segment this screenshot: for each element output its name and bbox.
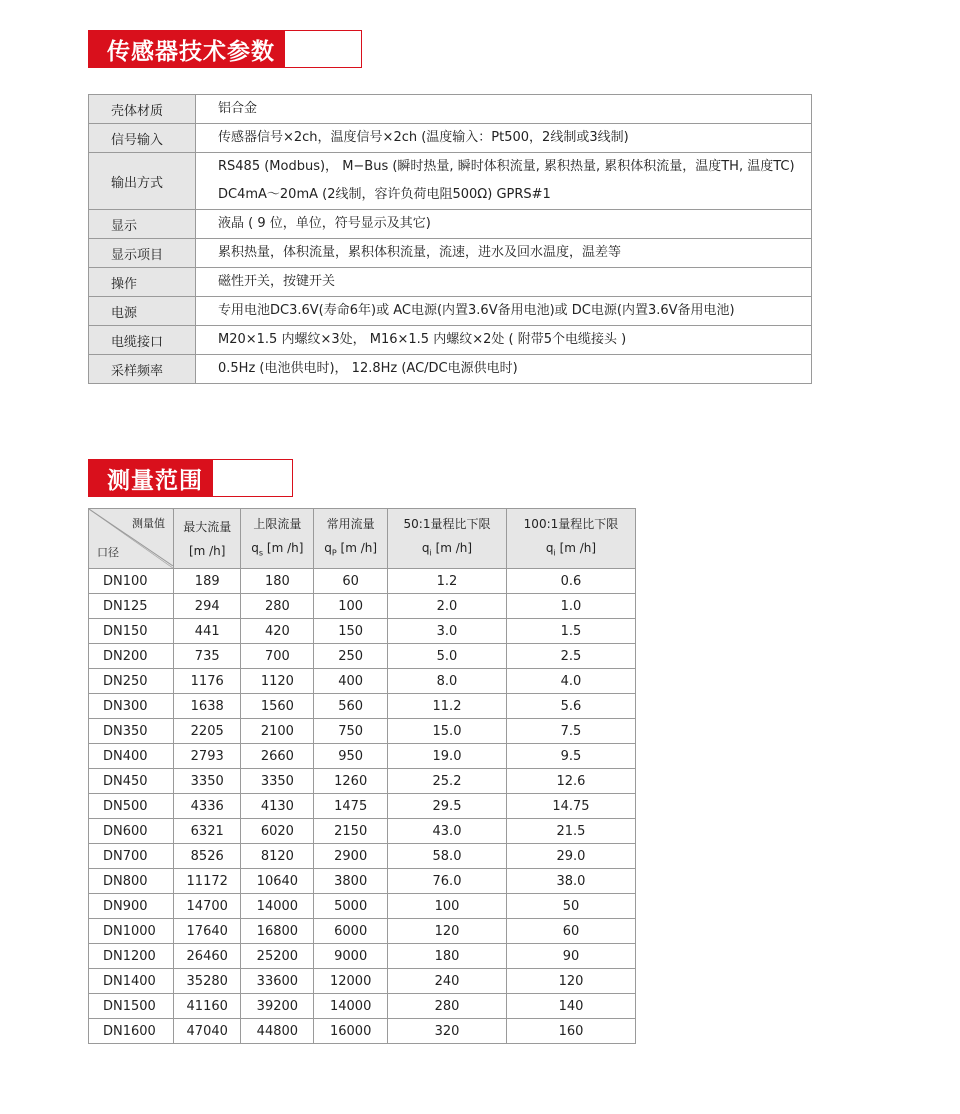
spec-row xyxy=(89,326,812,355)
cell-value: 29.5 xyxy=(388,794,507,819)
cell-diameter: DN150 xyxy=(89,619,174,644)
cell-value: 8.0 xyxy=(388,669,507,694)
unit-subscript: P xyxy=(331,548,337,558)
unit-subscript: i xyxy=(429,548,432,558)
table-row xyxy=(89,969,636,994)
table-row xyxy=(89,944,636,969)
cell-diameter: DN600 xyxy=(89,819,174,844)
table-row xyxy=(89,744,636,769)
spec-label: 电缆接口 xyxy=(89,326,196,355)
section-title-measuring-range xyxy=(88,459,293,497)
sensor-specs-table xyxy=(88,94,812,384)
unit-subscript: s xyxy=(258,548,264,558)
cell-value: 1176 xyxy=(174,669,241,694)
cell-value: 9.5 xyxy=(506,744,635,769)
cell-diameter: DN125 xyxy=(89,594,174,619)
cell-value: 8526 xyxy=(174,844,241,869)
unit-symbol: q xyxy=(545,540,554,555)
table-row xyxy=(89,569,636,594)
cell-value: 280 xyxy=(388,994,507,1019)
column-header xyxy=(506,509,635,569)
table-row xyxy=(89,644,636,669)
cell-value: 3350 xyxy=(174,769,241,794)
spec-row xyxy=(89,153,812,210)
cell-value: 17640 xyxy=(174,919,241,944)
table-row xyxy=(89,994,636,1019)
corner-top-label: 测量值 xyxy=(132,517,165,530)
cell-value: 33600 xyxy=(241,969,314,994)
cell-value: 2.5 xyxy=(506,644,635,669)
cell-value: 4336 xyxy=(174,794,241,819)
cell-value: 14000 xyxy=(241,894,314,919)
cell-value: 5000 xyxy=(314,894,388,919)
cell-value: 14.75 xyxy=(506,794,635,819)
cell-value: 700 xyxy=(241,644,314,669)
table-row xyxy=(89,894,636,919)
cell-value: 7.5 xyxy=(506,719,635,744)
cell-value: 11172 xyxy=(174,869,241,894)
column-name: 100:1量程比下限 xyxy=(523,516,619,531)
spec-label: 电源 xyxy=(89,297,196,326)
column-header xyxy=(314,509,388,569)
section-title-text: 传感器技术参数 xyxy=(89,31,285,67)
section-title-text: 测量范围 xyxy=(89,460,213,496)
table-row xyxy=(89,919,636,944)
column-header xyxy=(241,509,314,569)
cell-value: 150 xyxy=(314,619,388,644)
cell-value: 6020 xyxy=(241,819,314,844)
cell-value: 1638 xyxy=(174,694,241,719)
unit-subscript: i xyxy=(553,548,556,558)
spec-row xyxy=(89,268,812,297)
corner-bottom-label: 口径 xyxy=(97,546,119,559)
cell-diameter: DN1600 xyxy=(89,1019,174,1044)
spec-value-line: RS485 (Modbus)， M−Bus (瞬时热量, 瞬时体积流量, 累积热量, 累积体积流量，温度TH, 温度TC) xyxy=(218,159,795,174)
cell-value: 2150 xyxy=(314,819,388,844)
spec-value xyxy=(196,355,812,384)
table-row xyxy=(89,794,636,819)
table-row xyxy=(89,1019,636,1044)
column-name: 上限流量 xyxy=(253,516,302,531)
spec-label: 信号输入 xyxy=(89,124,196,153)
cell-value: 50 xyxy=(506,894,635,919)
unit-text: [m /h] xyxy=(266,540,304,555)
cell-diameter: DN350 xyxy=(89,719,174,744)
spec-row xyxy=(89,95,812,124)
spec-row xyxy=(89,239,812,268)
cell-value: 43.0 xyxy=(388,819,507,844)
title-decoration xyxy=(285,31,351,67)
unit-text: [m /h] xyxy=(340,540,378,555)
column-name: 50:1量程比下限 xyxy=(403,516,491,531)
cell-value: 19.0 xyxy=(388,744,507,769)
cell-value: 4130 xyxy=(241,794,314,819)
cell-value: 420 xyxy=(241,619,314,644)
cell-value: 1.2 xyxy=(388,569,507,594)
cell-value: 735 xyxy=(174,644,241,669)
corner-header xyxy=(89,509,174,569)
cell-value: 2.0 xyxy=(388,594,507,619)
table-row xyxy=(89,619,636,644)
cell-value: 8120 xyxy=(241,844,314,869)
unit-symbol: q xyxy=(421,540,430,555)
cell-value: 38.0 xyxy=(506,869,635,894)
column-header xyxy=(174,509,241,569)
cell-value: 58.0 xyxy=(388,844,507,869)
cell-value: 240 xyxy=(388,969,507,994)
cell-value: 44800 xyxy=(241,1019,314,1044)
spec-value-line: 0.5Hz (电池供电时)， 12.8Hz (AC/DC电源供电时) xyxy=(218,361,518,376)
cell-value: 9000 xyxy=(314,944,388,969)
cell-diameter: DN300 xyxy=(89,694,174,719)
spec-label: 操作 xyxy=(89,268,196,297)
cell-value: 76.0 xyxy=(388,869,507,894)
cell-value: 1.5 xyxy=(506,619,635,644)
cell-value: 90 xyxy=(506,944,635,969)
table-row xyxy=(89,669,636,694)
spec-label: 显示项目 xyxy=(89,239,196,268)
cell-value: 35280 xyxy=(174,969,241,994)
table-row xyxy=(89,719,636,744)
spec-value-line: 累积热量，体积流量，累积体积流量，流速，进水及回水温度，温差等 xyxy=(218,245,622,260)
cell-value: 60 xyxy=(314,569,388,594)
cell-value: 41160 xyxy=(174,994,241,1019)
spec-row xyxy=(89,124,812,153)
cell-value: 14700 xyxy=(174,894,241,919)
cell-value: 21.5 xyxy=(506,819,635,844)
table-row xyxy=(89,694,636,719)
section-title-sensor-specs xyxy=(88,30,362,68)
cell-value: 2100 xyxy=(241,719,314,744)
cell-value: 39200 xyxy=(241,994,314,1019)
spec-value-line: 液晶 ( 9 位，单位，符号显示及其它) xyxy=(218,216,431,231)
cell-value: 12000 xyxy=(314,969,388,994)
cell-value: 16800 xyxy=(241,919,314,944)
spec-value-line: M20×1.5 内螺纹×3处， M16×1.5 内螺纹×2处 ( 附带5个电缆接头 ) xyxy=(218,332,627,347)
cell-value: 3800 xyxy=(314,869,388,894)
cell-value: 160 xyxy=(506,1019,635,1044)
spec-label: 采样频率 xyxy=(89,355,196,384)
cell-value: 560 xyxy=(314,694,388,719)
column-unit xyxy=(242,536,312,565)
cell-value: 25200 xyxy=(241,944,314,969)
cell-value: 10640 xyxy=(241,869,314,894)
cell-value: 950 xyxy=(314,744,388,769)
table-row xyxy=(89,819,636,844)
unit-text: [m /h] xyxy=(188,543,226,558)
cell-diameter: DN450 xyxy=(89,769,174,794)
cell-value: 120 xyxy=(388,919,507,944)
cell-value: 0.6 xyxy=(506,569,635,594)
cell-value: 180 xyxy=(388,944,507,969)
cell-diameter: DN900 xyxy=(89,894,174,919)
cell-diameter: DN1400 xyxy=(89,969,174,994)
cell-value: 294 xyxy=(174,594,241,619)
column-unit xyxy=(389,536,505,565)
table-row xyxy=(89,869,636,894)
cell-value: 1260 xyxy=(314,769,388,794)
unit-text: [m /h] xyxy=(559,540,597,555)
cell-value: 441 xyxy=(174,619,241,644)
cell-diameter: DN500 xyxy=(89,794,174,819)
table-row xyxy=(89,594,636,619)
cell-value: 3350 xyxy=(241,769,314,794)
cell-value: 280 xyxy=(241,594,314,619)
cell-diameter: DN100 xyxy=(89,569,174,594)
cell-value: 5.0 xyxy=(388,644,507,669)
cell-value: 14000 xyxy=(314,994,388,1019)
cell-value: 100 xyxy=(314,594,388,619)
column-name: 常用流量 xyxy=(326,516,375,531)
header-row xyxy=(89,509,636,569)
spec-label: 壳体材质 xyxy=(89,95,196,124)
unit-symbol: q xyxy=(251,540,259,555)
spec-value-line: 传感器信号×2ch，温度信号×2ch (温度输入：Pt500，2线制或3线制) xyxy=(218,130,629,145)
cell-value: 750 xyxy=(314,719,388,744)
spec-value xyxy=(196,153,812,210)
cell-value: 11.2 xyxy=(388,694,507,719)
cell-value: 1560 xyxy=(241,694,314,719)
cell-value: 26460 xyxy=(174,944,241,969)
cell-value: 3.0 xyxy=(388,619,507,644)
cell-value: 1.0 xyxy=(506,594,635,619)
cell-value: 320 xyxy=(388,1019,507,1044)
cell-value: 2900 xyxy=(314,844,388,869)
cell-value: 100 xyxy=(388,894,507,919)
spec-value xyxy=(196,239,812,268)
unit-symbol: q xyxy=(324,540,332,555)
cell-value: 2205 xyxy=(174,719,241,744)
cell-value: 250 xyxy=(314,644,388,669)
cell-diameter: DN800 xyxy=(89,869,174,894)
cell-value: 180 xyxy=(241,569,314,594)
cell-value: 29.0 xyxy=(506,844,635,869)
cell-diameter: DN700 xyxy=(89,844,174,869)
cell-value: 12.6 xyxy=(506,769,635,794)
column-name: 最大流量 xyxy=(183,519,232,534)
cell-diameter: DN1000 xyxy=(89,919,174,944)
column-unit xyxy=(175,539,239,563)
cell-value: 1120 xyxy=(241,669,314,694)
measuring-range-table xyxy=(88,508,636,1044)
cell-value: 189 xyxy=(174,569,241,594)
cell-value: 16000 xyxy=(314,1019,388,1044)
cell-diameter: DN250 xyxy=(89,669,174,694)
spec-value xyxy=(196,210,812,239)
spec-value-line: 专用电池DC3.6V(寿命6年)或 AC电源(内置3.6V备用电池)或 DC电源(内置3.6V备用电池) xyxy=(218,303,735,318)
spec-value-line: DC4mA～20mA (2线制，容许负荷电阻500Ω) GPRS#1 xyxy=(218,187,551,202)
column-header xyxy=(388,509,507,569)
cell-value: 120 xyxy=(506,969,635,994)
spec-label: 输出方式 xyxy=(89,153,196,210)
cell-value: 15.0 xyxy=(388,719,507,744)
title-decoration xyxy=(213,460,279,496)
spec-label: 显示 xyxy=(89,210,196,239)
spec-value xyxy=(196,268,812,297)
column-unit xyxy=(315,536,386,565)
cell-value: 6000 xyxy=(314,919,388,944)
spec-value xyxy=(196,326,812,355)
table-row xyxy=(89,769,636,794)
spec-value xyxy=(196,124,812,153)
cell-diameter: DN1500 xyxy=(89,994,174,1019)
spec-value-line: 铝合金 xyxy=(218,101,258,116)
unit-text: [m /h] xyxy=(435,540,473,555)
table-row xyxy=(89,844,636,869)
column-unit xyxy=(508,536,634,565)
cell-value: 140 xyxy=(506,994,635,1019)
cell-value: 2793 xyxy=(174,744,241,769)
cell-value: 1475 xyxy=(314,794,388,819)
spec-value xyxy=(196,297,812,326)
cell-diameter: DN200 xyxy=(89,644,174,669)
spec-row xyxy=(89,355,812,384)
cell-value: 47040 xyxy=(174,1019,241,1044)
cell-value: 5.6 xyxy=(506,694,635,719)
cell-value: 6321 xyxy=(174,819,241,844)
spec-value-line: 磁性开关，按键开关 xyxy=(218,274,336,289)
cell-value: 2660 xyxy=(241,744,314,769)
cell-value: 25.2 xyxy=(388,769,507,794)
cell-value: 400 xyxy=(314,669,388,694)
spec-value xyxy=(196,95,812,124)
spec-row xyxy=(89,210,812,239)
spec-row xyxy=(89,297,812,326)
cell-diameter: DN1200 xyxy=(89,944,174,969)
cell-diameter: DN400 xyxy=(89,744,174,769)
cell-value: 60 xyxy=(506,919,635,944)
cell-value: 4.0 xyxy=(506,669,635,694)
